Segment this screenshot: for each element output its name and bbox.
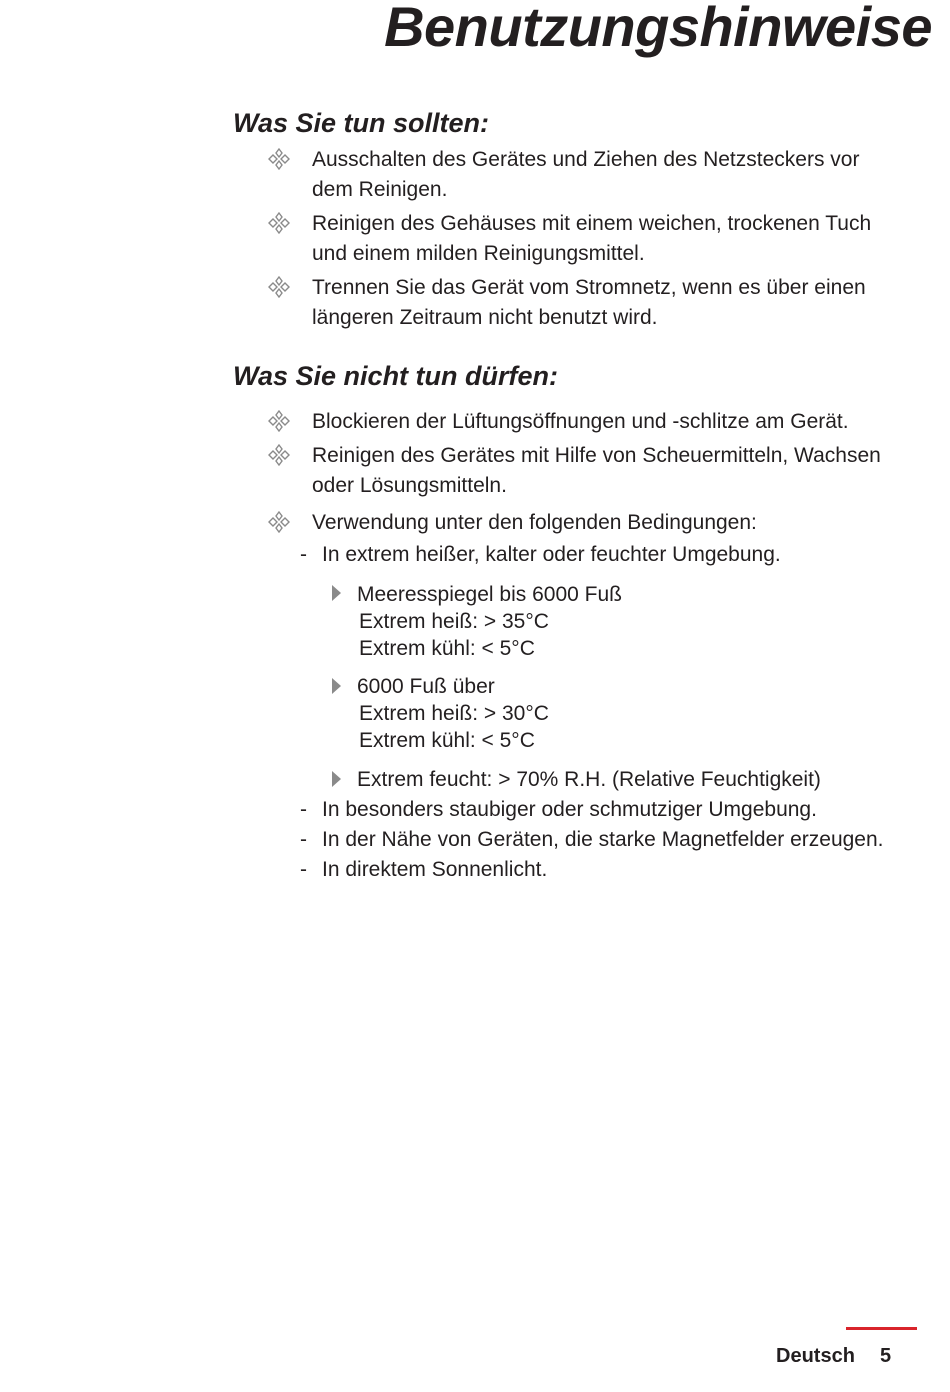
triangle-right-icon — [332, 678, 341, 694]
triangle-right-icon — [332, 771, 341, 787]
sub-2-head: 6000 Fuß über — [357, 675, 495, 698]
footer-language: Deutsch — [776, 1345, 855, 1367]
do-item-3-line-1: Trennen Sie das Gerät vom Stromnetz, wenn es über einen — [312, 276, 866, 299]
page-number: 5 — [880, 1345, 892, 1367]
condition-1: In extrem heißer, kalter oder feuchter Umgebung. — [322, 543, 781, 566]
condition-4: In direktem Sonnenlicht. — [322, 858, 548, 881]
dont-item-1 — [312, 407, 922, 437]
dont-item-3 — [312, 508, 922, 538]
dont-item-2-line-1: Reinigen des Gerätes mit Hilfe von Scheuermitteln, Wachsen — [312, 444, 881, 467]
dont-heading: Was Sie nicht tun dürfen: — [233, 361, 559, 391]
do-item-1 — [312, 145, 922, 205]
sub-1-hot: Extrem heiß: > 35°C — [359, 610, 549, 633]
triangle-right-icon — [332, 585, 341, 601]
do-heading: Was Sie tun sollten: — [233, 108, 490, 138]
page-title: Benutzungshinweise — [384, 0, 932, 58]
sub-2-hot: Extrem heiß: > 30°C — [359, 702, 549, 725]
condition-2: In besonders staubiger oder schmutziger Umgebung. — [322, 798, 817, 821]
four-diamond-icon — [268, 212, 290, 234]
footer-accent-rule — [846, 1327, 917, 1330]
dont-item-1-line-1: Blockieren der Lüftungsöffnungen und -schlitze am Gerät. — [312, 410, 849, 433]
do-item-3 — [312, 273, 922, 333]
sub-1-head: Meeresspiegel bis 6000 Fuß — [357, 583, 622, 606]
dash-marker: - — [300, 798, 307, 821]
condition-3: In der Nähe von Geräten, die starke Magnetfelder erzeugen. — [322, 828, 884, 851]
dont-item-3-line-1: Verwendung unter den folgenden Bedingungen: — [312, 511, 757, 534]
dont-item-2-line-2: oder Lösungsmitteln. — [312, 474, 507, 497]
sub-1-cool: Extrem kühl: < 5°C — [359, 637, 535, 660]
do-item-3-line-2: längeren Zeitraum nicht benutzt wird. — [312, 306, 658, 329]
do-item-1-line-1: Ausschalten des Gerätes und Ziehen des Netzsteckers vor — [312, 148, 860, 171]
dash-marker: - — [300, 543, 307, 566]
four-diamond-icon — [268, 276, 290, 298]
dash-marker: - — [300, 828, 307, 851]
do-item-2-line-2: und einem milden Reinigungsmittel. — [312, 242, 645, 265]
four-diamond-icon — [268, 511, 290, 533]
four-diamond-icon — [268, 444, 290, 466]
do-item-2-line-1: Reinigen des Gehäuses mit einem weichen, trockenen Tuch — [312, 212, 872, 235]
dont-item-2 — [312, 441, 922, 501]
four-diamond-icon — [268, 410, 290, 432]
dash-marker: - — [300, 858, 307, 881]
do-item-2 — [312, 209, 922, 269]
sub-2-cool: Extrem kühl: < 5°C — [359, 729, 535, 752]
sub-3-head: Extrem feucht: > 70% R.H. (Relative Feuchtigkeit) — [357, 768, 821, 791]
four-diamond-icon — [268, 148, 290, 170]
do-item-1-line-2: dem Reinigen. — [312, 178, 448, 201]
